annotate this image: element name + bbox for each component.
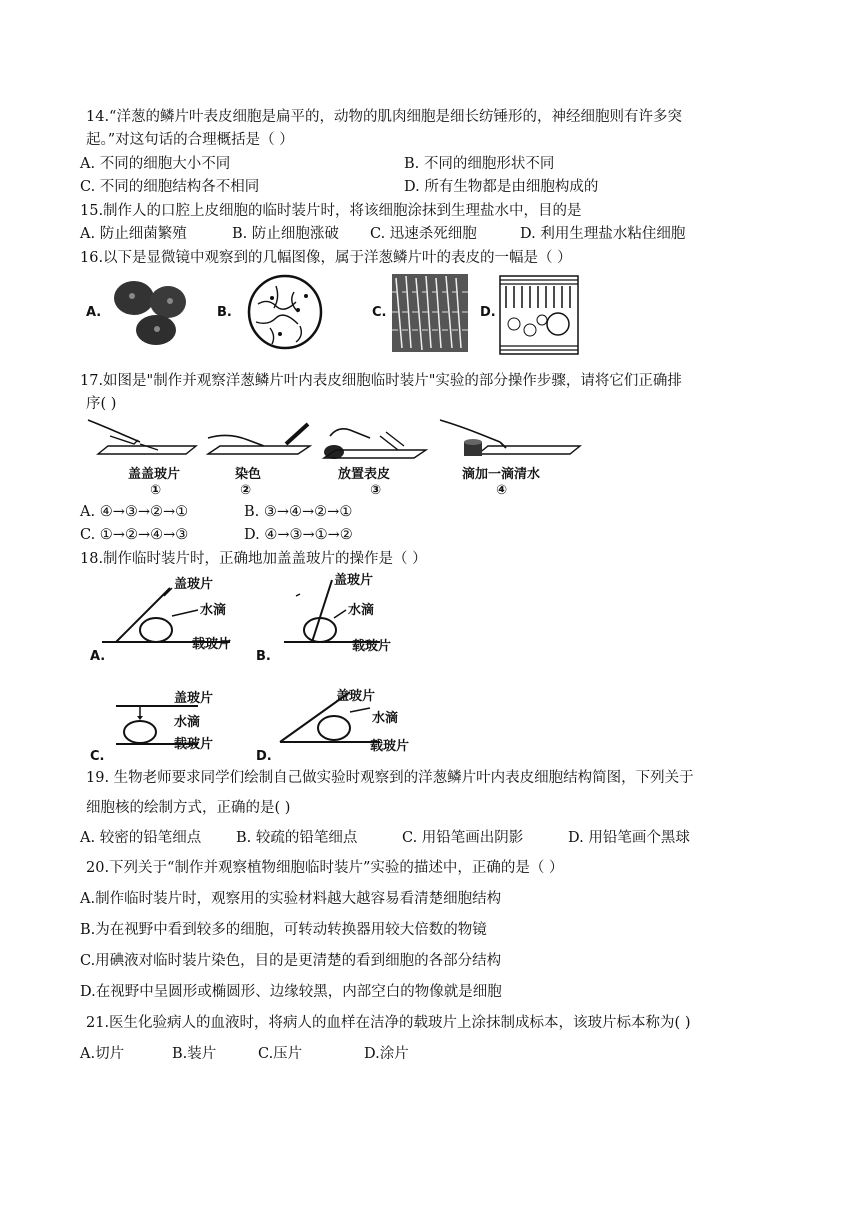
q20-stem: 20.下列关于“制作并观察植物细胞临时装片”实验的描述中，正确的是（ ） [86,860,564,876]
q16-image-c [392,274,468,352]
q16-label-c: C. [372,305,387,320]
q17-step-4-illustration [440,420,580,456]
q18-d-slide-label: 载玻片 [370,739,410,754]
q16-label-d: D. [480,305,496,320]
q15-option-d: D. 利用生理盐水粘住细胞 [520,226,686,242]
q17-step-3-label: 放置表皮 [338,467,391,482]
q19-option-d: D. 用铅笔画个黑球 [568,830,690,846]
q18-a-slide-label: 载玻片 [192,637,232,652]
q17-step-2-label: 染色 [235,467,262,482]
q17-step-1-label: 盖盖玻片 [128,467,181,482]
q21-option-a: A.切片 [80,1046,125,1062]
q14-stem-line1: 14.“洋葱的鳞片叶表皮细胞是扁平的，动物的肌肉细胞是细长纺锤形的，神经细胞则有许多突 [86,109,682,125]
q14-option-b: B. 不同的细胞形状不同 [404,156,555,172]
q18-b-cover-label: 盖玻片 [334,573,374,588]
q18-label-a: A. [90,649,106,664]
q18-stem: 18.制作临时装片时，正确地加盖盖玻片的操作是（ ） [80,551,427,567]
q18-b-water-label: 水滴 [348,603,375,618]
q15-option-b: B. 防止细胞涨破 [232,226,339,242]
q16-label-b: B. [217,305,232,320]
q18-d-water-label: 水滴 [372,711,399,726]
q17-step-1-illustration [88,420,196,454]
q15-option-c: C. 迅速杀死细胞 [370,226,477,242]
q20-option-c: C.用碘液对临时装片染色，目的是更清楚的看到细胞的各部分结构 [80,953,502,969]
q20-option-a: A.制作临时装片时，观察用的实验材料越大越容易看清楚细胞结构 [80,891,502,907]
q17-step-2-illustration [208,424,310,454]
q19-option-c: C. 用铅笔画出阴影 [402,830,524,846]
q19-option-b: B. 较疏的铅笔细点 [236,830,358,846]
q16-label-a: A. [86,305,102,320]
q17-step-1-number: ① [150,483,162,498]
q18-label-c: C. [90,749,105,760]
q17-option-b: B. ③→④→②→① [244,504,353,520]
q17-option-d: D. ④→③→①→② [244,527,353,543]
q15-option-a: A. 防止细菌繁殖 [80,226,187,242]
q16-image-a [114,281,186,345]
q16-micrograph-figure [80,268,580,358]
q16-image-d [500,276,578,354]
q17-option-a: A. ④→③→②→① [80,504,189,520]
q18-a-water-label: 水滴 [200,603,227,618]
q20-option-d: D.在视野中呈圆形或椭圆形、边缘较黑，内部空白的物像就是细胞 [80,984,502,1000]
q19-stem-line1: 19. 生物老师要求同学们绘制自己做实验时观察到的洋葱鳞片叶内表皮细胞结构简图，下列关于 [86,770,694,786]
q20-option-b: B.为在视野中看到较多的细胞，可转动转换器用较大倍数的物镜 [80,922,487,938]
q17-step-4-number: ④ [496,483,508,498]
q17-step-4-label: 滴加一滴清水 [462,467,541,482]
q19-option-a: A. 较密的铅笔细点 [80,830,202,846]
q17-step-3-illustration [324,429,426,459]
q14-option-c: C. 不同的细胞结构各不相同 [80,179,260,195]
q16-image-b [249,276,321,348]
q14-stem-line2: 起。”对这句话的合理概括是（ ） [86,132,294,148]
q18-b-slide-label: 载玻片 [352,639,392,654]
q17-stem-line2: 序( ) [86,396,117,412]
q17-stem-line1: 17.如图是"制作并观察洋葱鳞片叶内表皮细胞临时装片"实验的部分操作步骤，请将它们正确排 [80,373,682,389]
q18-a-cover-label: 盖玻片 [174,577,214,592]
q19-stem-line2: 细胞核的绘制方式，正确的是( ) [86,800,291,816]
q17-steps-figure [80,414,600,498]
q15-stem: 15.制作人的口腔上皮细胞的临时装片时，将该细胞涂抹到生理盐水中，目的是 [80,203,582,219]
q17-step-2-number: ② [240,483,252,498]
q21-option-d: D.涂片 [364,1046,409,1062]
q21-option-c: C.压片 [258,1046,303,1062]
q18-c-slide-label: 载玻片 [174,737,214,752]
q21-option-b: B.装片 [172,1046,217,1062]
q18-c-cover-label: 盖玻片 [174,691,214,706]
q21-stem: 21.医生化验病人的血液时，将病人的血样在洁净的载玻片上涂抹制成标本，该玻片标本称为( ) [86,1015,691,1031]
q18-d-cover-label: 盖玻片 [336,689,376,704]
q18-c-water-label: 水滴 [174,715,201,730]
q18-label-b: B. [256,649,271,664]
q18-label-d: D. [256,749,272,760]
q16-stem: 16.以下是显微镜中观察到的几幅图像，属于洋葱鳞片叶的表皮的一幅是（ ） [80,250,572,266]
q18-coverslip-figure [80,570,440,760]
q17-step-3-number: ③ [370,483,382,498]
q14-option-a: A. 不同的细胞大小不同 [80,156,231,172]
q17-option-c: C. ①→②→④→③ [80,527,189,543]
q14-option-d: D. 所有生物都是由细胞构成的 [404,179,599,195]
